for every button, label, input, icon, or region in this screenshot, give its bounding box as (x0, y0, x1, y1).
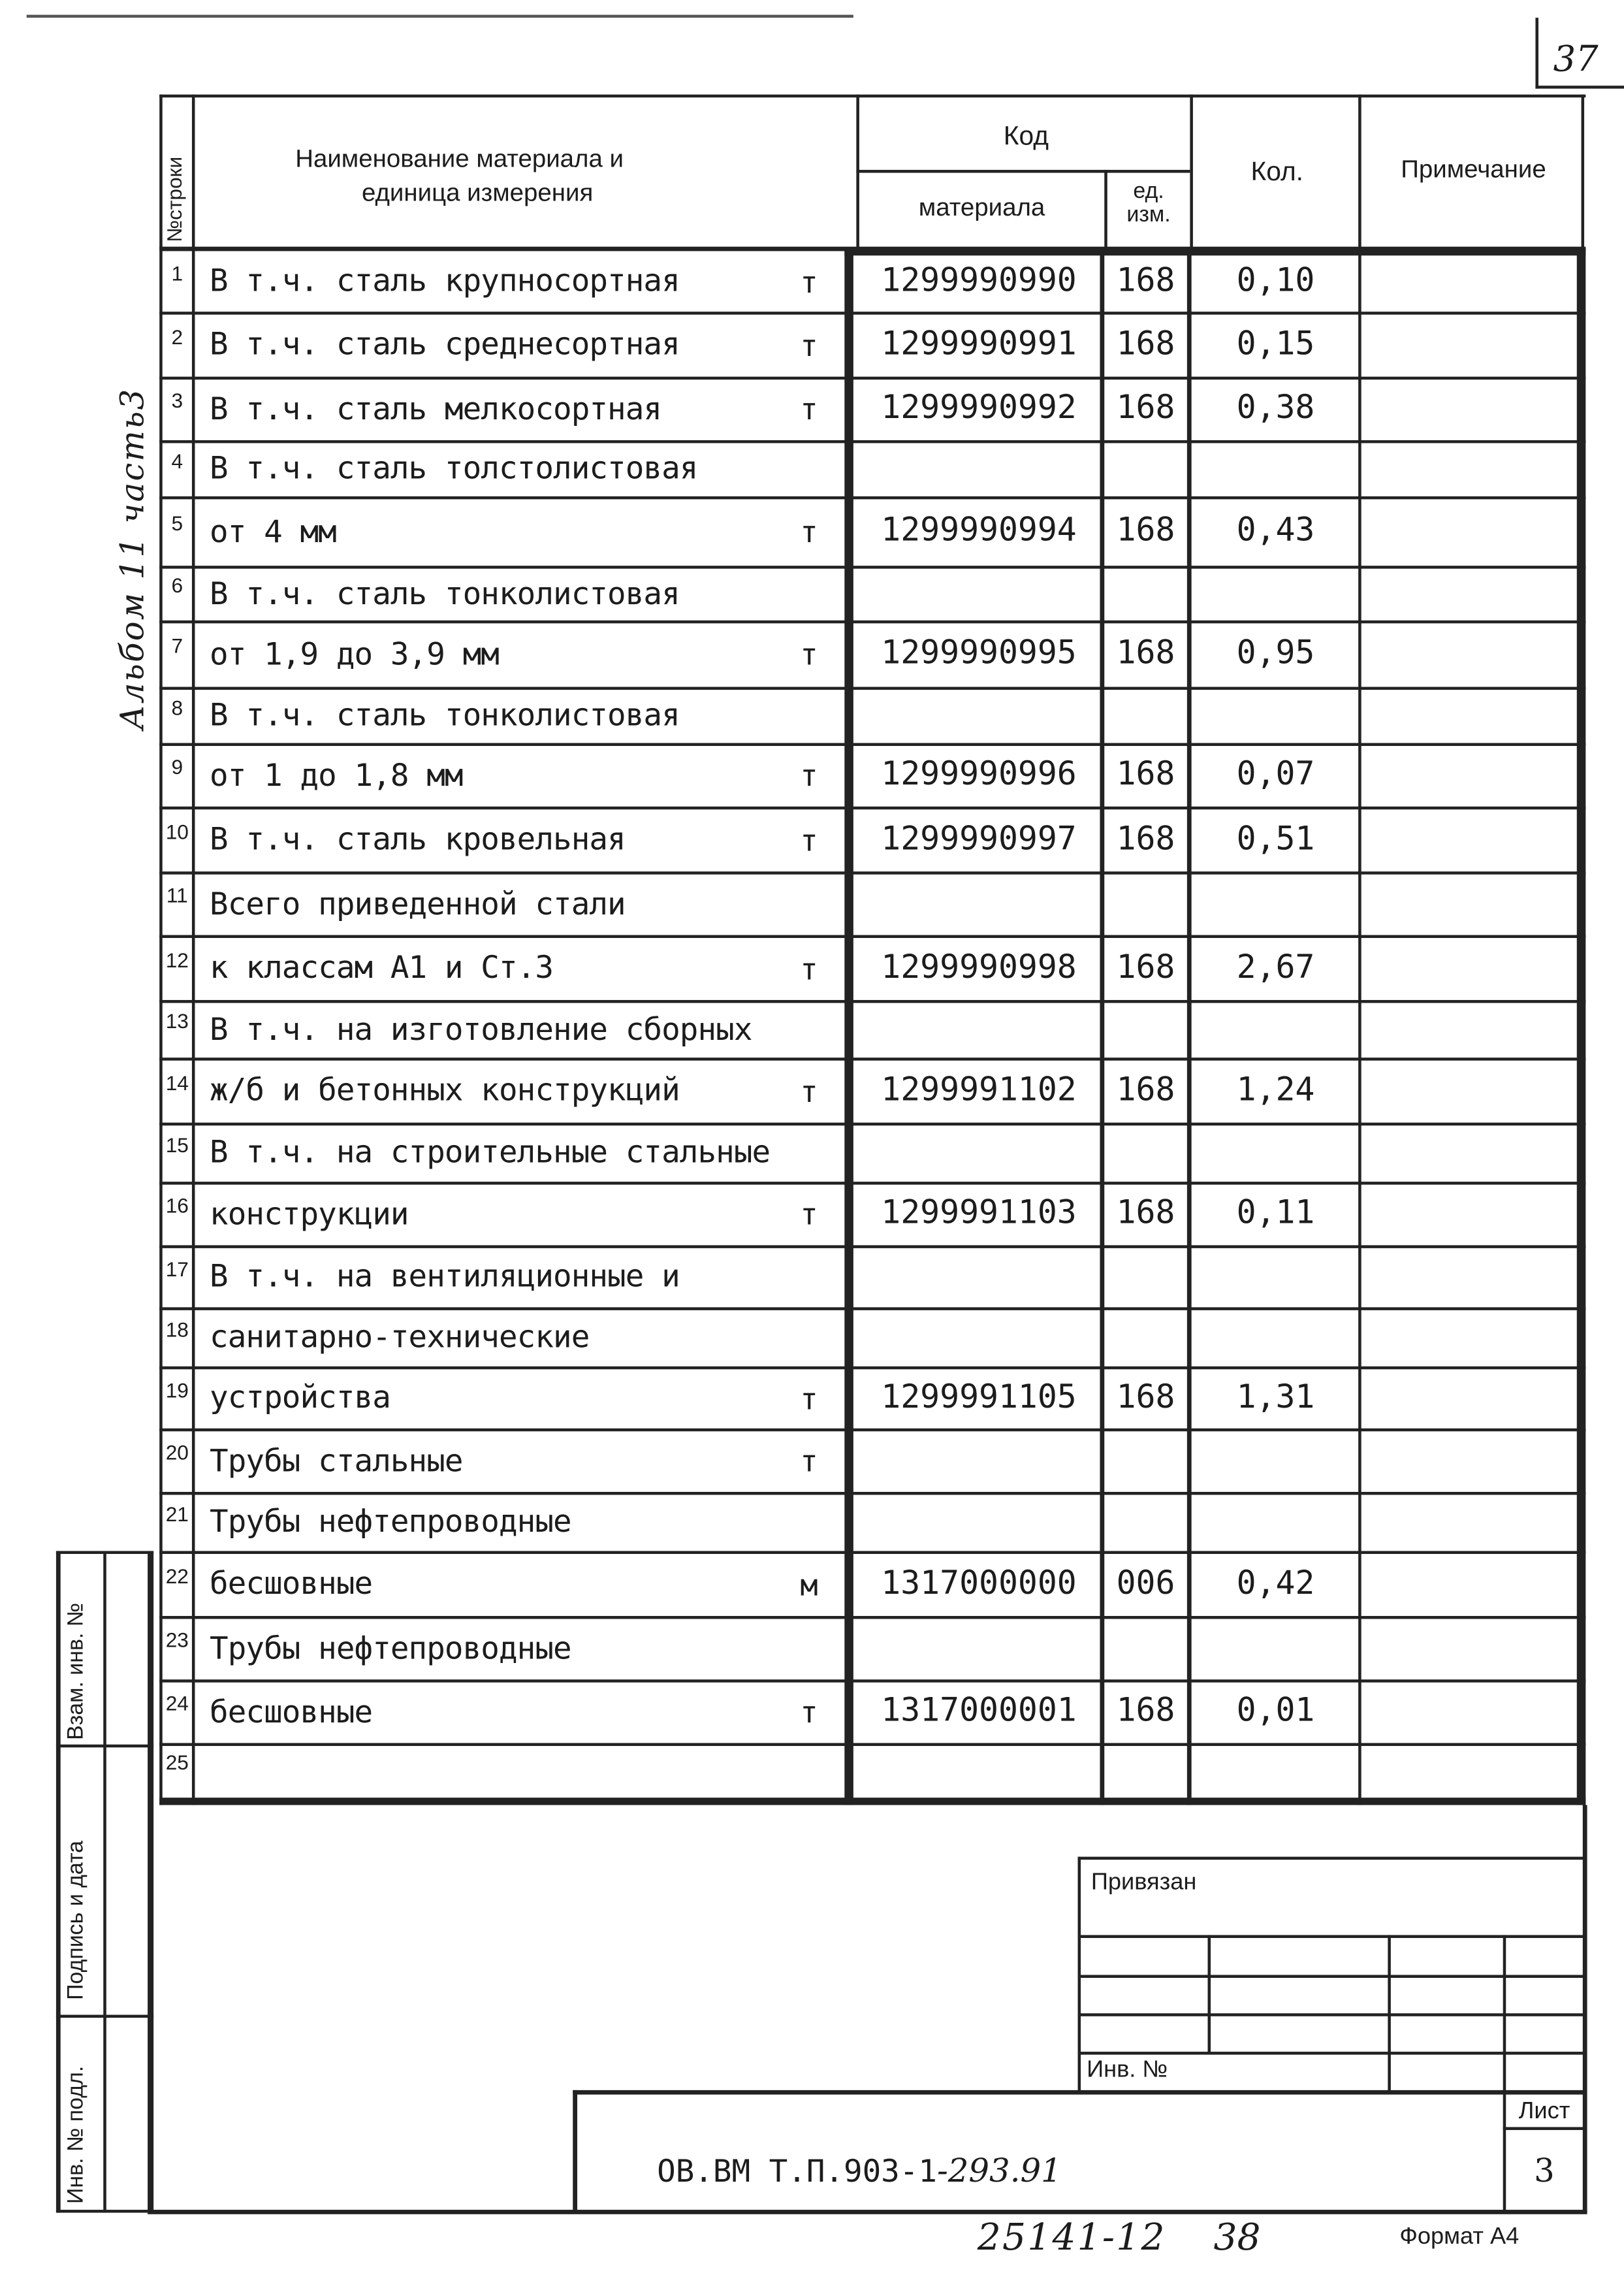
document-code-handwritten: -293.91 (936, 2154, 1062, 2191)
row-qty: 0,38 (1236, 390, 1315, 427)
tb-line (1078, 2013, 1586, 2016)
row-name: Трубы нефтепроводные (210, 1504, 571, 1540)
list-number: 3 (1534, 2154, 1555, 2191)
row-name: бесшовные (210, 1566, 373, 1602)
row-number: 6 (171, 573, 183, 597)
row-name: В т.ч. сталь толстолистовая (210, 450, 698, 487)
header-material: материала (918, 193, 1045, 222)
row-unit-code: 168 (1116, 390, 1175, 427)
row-number: 1 (171, 261, 183, 285)
stamp-line (56, 1745, 153, 1748)
header-unit-line2: изм. (1126, 202, 1171, 228)
row-number: 14 (165, 1071, 189, 1095)
stamp-line (56, 1551, 153, 1554)
row-name: В т.ч. сталь тонколистовая (210, 575, 680, 612)
grid-line (159, 1429, 1585, 1432)
grid-line (1190, 95, 1193, 248)
grid-line (1577, 248, 1586, 1805)
stamp-line (56, 2015, 153, 2018)
footer-stamp-number: 25141-12 (977, 2216, 1166, 2259)
row-code: 1299990991 (881, 326, 1077, 364)
row-name: от 4 мм (210, 513, 336, 550)
frame-line (148, 2210, 1587, 2214)
row-number: 4 (171, 449, 183, 473)
row-unit-code: 006 (1116, 1566, 1175, 1603)
row-name: В т.ч. на изготовление сборных (210, 1012, 752, 1048)
grid-line (159, 1058, 1585, 1061)
row-number: 10 (165, 820, 189, 844)
row-name: к классам А1 и Ст.3 (210, 950, 554, 986)
tb-line (1078, 1935, 1586, 1938)
stamp-vzam: Взам. инв. № (63, 1602, 89, 1740)
tb-line (1078, 1975, 1586, 1978)
row-unit-letter: т (800, 822, 818, 858)
row-qty: 0,10 (1236, 263, 1315, 300)
row-name: устройства (210, 1380, 390, 1415)
row-number: 3 (171, 388, 183, 412)
row-name: В т.ч. сталь тонколистовая (210, 697, 680, 733)
row-unit-code: 168 (1116, 756, 1175, 794)
tb-line (1207, 1935, 1211, 2053)
grid-line (1104, 170, 1107, 248)
grid-line (159, 1366, 1585, 1370)
sheet-number: 37 (1553, 38, 1599, 80)
row-unit-code: 168 (1116, 263, 1175, 300)
grid-line (159, 687, 1585, 690)
row-number: 20 (165, 1440, 189, 1464)
grid-line (159, 1245, 1585, 1248)
row-code: 1317000001 (881, 1692, 1077, 1730)
album-label: Альбом 11 часть3 (115, 387, 152, 730)
row-number: 23 (165, 1628, 189, 1652)
row-qty: 0,01 (1236, 1692, 1315, 1730)
row-unit-code: 168 (1116, 635, 1175, 672)
frame-line (1583, 1805, 1587, 2212)
grid-line (159, 1743, 1585, 1746)
stamp-inv: Инв. № подл. (63, 2065, 89, 2205)
row-unit-letter: т (800, 1074, 818, 1110)
row-number: 17 (165, 1257, 189, 1281)
tb-line (573, 2090, 1585, 2095)
row-number: 16 (165, 1193, 189, 1218)
grid-line (159, 935, 1585, 938)
row-name: от 1 до 1,8 мм (210, 758, 463, 794)
row-qty: 1,24 (1236, 1072, 1315, 1110)
row-unit-letter: т (800, 1381, 818, 1417)
row-unit-code: 168 (1116, 821, 1175, 858)
row-code: 1299990994 (881, 512, 1077, 550)
grid-line (159, 1679, 1585, 1683)
grid-line (159, 1307, 1585, 1310)
tb-line (1078, 2052, 1586, 2055)
grid-line (159, 95, 163, 1805)
row-number: 19 (165, 1378, 189, 1402)
row-code: 1299991103 (881, 1195, 1077, 1233)
stamp-line (56, 1551, 61, 2212)
tb-line (1503, 2127, 1586, 2130)
row-number: 12 (165, 948, 189, 973)
row-number: 21 (165, 1502, 189, 1527)
document-code-printed: ОВ.ВМ Т.П.903-1 (657, 2154, 937, 2189)
row-number: 11 (166, 883, 188, 907)
tb-line (1388, 1935, 1391, 2093)
row-number: 18 (165, 1317, 189, 1342)
grid-line (159, 1123, 1585, 1126)
row-qty: 2,67 (1236, 950, 1315, 987)
grid-line (159, 1551, 1585, 1554)
row-name: В т.ч. сталь мелкосортная (210, 391, 662, 427)
row-qty: 0,07 (1236, 756, 1315, 794)
footer-format: Формат А4 (1399, 2224, 1520, 2250)
document-code (657, 2154, 1062, 2191)
grid-line (844, 248, 853, 1805)
row-unit-letter: т (800, 636, 818, 672)
grid-line (159, 1798, 1585, 1805)
header-name-line1: Наименование материала и (295, 144, 624, 173)
row-number: 5 (171, 511, 183, 535)
row-name: В т.ч. на вентиляционные и (210, 1258, 680, 1294)
row-unit-letter: т (800, 328, 818, 364)
grid-line (159, 440, 1585, 444)
header-qty: Кол. (1250, 156, 1304, 186)
row-unit-code: 168 (1116, 1072, 1175, 1110)
row-name: санитарно-технические (210, 1319, 590, 1355)
grid-line (159, 566, 1585, 569)
row-number: 13 (165, 1009, 189, 1033)
row-qty: 1,31 (1236, 1380, 1315, 1417)
row-code: 1299990995 (881, 635, 1077, 672)
grid-line (159, 1492, 1585, 1495)
row-code: 1299991102 (881, 1072, 1077, 1110)
row-name: ж/б и бетонных конструкций (210, 1072, 680, 1108)
row-name: Всего приведенной стали (210, 886, 626, 922)
grid-line (159, 1182, 1585, 1185)
list-label: Лист (1518, 2099, 1570, 2124)
row-number: 8 (171, 696, 183, 720)
row-qty: 0,51 (1236, 821, 1315, 858)
row-number: 9 (171, 754, 183, 779)
header-note: Примечание (1401, 155, 1546, 184)
stamp-line (56, 2210, 153, 2213)
row-number: 22 (165, 1564, 189, 1589)
header-name-line2: единица измерения (361, 178, 594, 207)
grid-line (159, 621, 1585, 624)
row-unit-letter: т (800, 1694, 818, 1730)
row-number: 15 (165, 1133, 189, 1157)
grid-line (1358, 95, 1361, 248)
row-unit-code: 168 (1116, 326, 1175, 364)
grid-line (159, 95, 1585, 98)
row-name: В т.ч. сталь крупносортная (210, 263, 680, 299)
grid-line (159, 1000, 1585, 1003)
grid-line (1100, 248, 1104, 1805)
row-unit-code: 168 (1116, 1380, 1175, 1417)
row-code: 1299990998 (881, 950, 1077, 987)
header-row-no: №строки (162, 156, 186, 242)
row-name: от 1,9 до 3,9 мм (210, 636, 499, 672)
row-number: 7 (171, 634, 183, 658)
grid-line (844, 248, 1585, 255)
row-name: Трубы стальные (210, 1443, 463, 1479)
row-unit-letter: т (800, 1196, 818, 1233)
grid-line (1358, 248, 1361, 1805)
stamp-line (103, 1551, 106, 2212)
row-code: 1317000000 (881, 1566, 1077, 1603)
stamp-podpis: Подпись и дата (63, 1840, 89, 2000)
tb-line (573, 2090, 577, 2213)
corner-rule-horizontal (1535, 86, 1624, 89)
row-unit-code: 168 (1116, 512, 1175, 550)
row-code: 1299990990 (881, 263, 1077, 300)
tb-line (1078, 1857, 1586, 1860)
row-qty: 0,95 (1236, 635, 1315, 672)
top-rule (27, 15, 853, 18)
grid-line (159, 496, 1585, 500)
row-number: 25 (165, 1750, 189, 1774)
frame-line (148, 1551, 153, 2212)
row-name: Трубы нефтепроводные (210, 1630, 571, 1666)
footer-sheet-number: 38 (1213, 2216, 1261, 2259)
row-unit-letter: т (800, 513, 818, 550)
row-name: бесшовные (210, 1694, 373, 1730)
row-unit-letter: т (800, 391, 818, 427)
privyazan-label: Привязан (1091, 1869, 1197, 1896)
row-number: 24 (165, 1691, 189, 1715)
row-unit-letter: т (800, 758, 818, 794)
row-name: конструкции (210, 1196, 409, 1233)
grid-line (159, 377, 1585, 380)
row-qty: 0,42 (1236, 1566, 1315, 1603)
row-code: 1299990996 (881, 756, 1077, 794)
row-unit-code: 168 (1116, 1195, 1175, 1233)
grid-line (159, 312, 1585, 315)
row-number: 2 (171, 325, 183, 349)
row-unit-letter: т (800, 951, 818, 987)
row-unit-code: 168 (1116, 1692, 1175, 1730)
grid-line (159, 1616, 1585, 1619)
corner-rule-vertical (1535, 18, 1538, 89)
row-name: В т.ч. сталь среднесортная (210, 326, 680, 363)
row-name: В т.ч. сталь кровельная (210, 821, 626, 857)
row-qty: 0,11 (1236, 1195, 1315, 1233)
grid-line (159, 871, 1585, 875)
row-code: 1299991105 (881, 1380, 1077, 1417)
row-unit-code: 168 (1116, 950, 1175, 987)
grid-line (1187, 248, 1192, 1805)
inv-no-label: Инв. № (1087, 2058, 1168, 2083)
row-unit-letter: м (800, 1567, 818, 1603)
header-code: Код (1003, 121, 1049, 151)
grid-line (159, 807, 1585, 810)
grid-line (159, 743, 1585, 746)
header-unit-line1: ед. (1133, 178, 1164, 204)
grid-line (856, 170, 1190, 173)
grid-line (192, 95, 195, 1805)
row-code: 1299990992 (881, 390, 1077, 427)
row-unit-letter: т (800, 264, 818, 300)
row-unit-letter: т (800, 1443, 818, 1479)
row-qty: 0,43 (1236, 512, 1315, 550)
row-name: В т.ч. на строительные стальные (210, 1134, 771, 1171)
row-qty: 0,15 (1236, 326, 1315, 364)
row-code: 1299990997 (881, 821, 1077, 858)
